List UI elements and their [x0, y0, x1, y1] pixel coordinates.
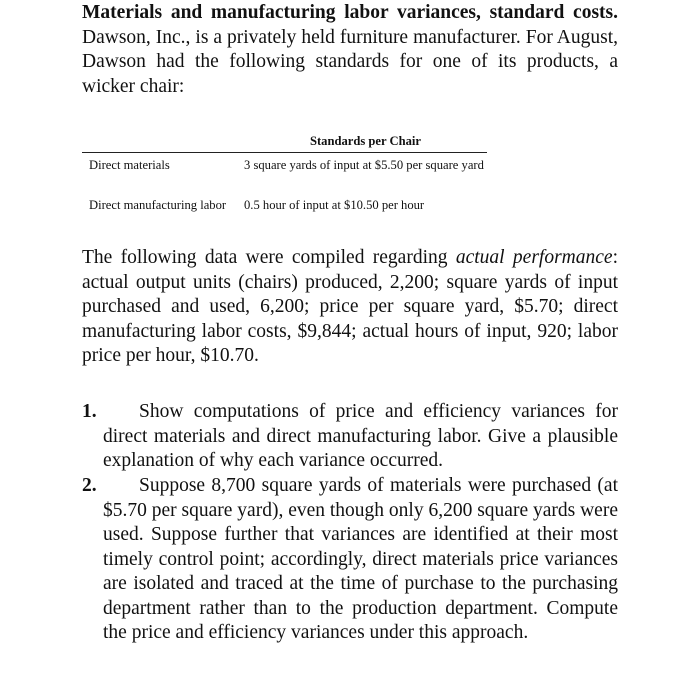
row-direct-materials-label: Direct materials — [89, 158, 170, 172]
intro-lead: Materials and manufacturing labor variances, standard costs. — [82, 2, 618, 23]
question-1-text: Show computations of price and efficiency variances for direct materials and direct manufacturing labor. Give a plausible explanation of why each variance occurred. — [103, 401, 618, 471]
question-1 — [82, 400, 618, 474]
intro-paragraph — [82, 0, 618, 99]
para2-emphasis: actual performance — [455, 247, 613, 268]
intro-text: Dawson, Inc., is a privately held furniture manufacturer. For August, Dawson had the following standards for one of its products, a wicker chair: — [82, 26, 618, 97]
para2-after: : actual output units (chairs) produced, 2,200; square yards of input purchased and used, 6,200; price per square yard, $5.70; direct manufacturing labor costs, $9,844; actual hours of input, 920; labor price per hour, $10.70. — [82, 247, 618, 366]
row-direct-labor-label: Direct manufacturing labor — [89, 198, 227, 212]
table-header-rule — [82, 152, 487, 153]
actual-performance-paragraph — [82, 246, 618, 369]
row-direct-materials-value: 3 square yards of input at $5.50 per square yard — [244, 158, 484, 172]
para2-before: The following data were compiled regarding — [82, 247, 456, 268]
question-2-text: Suppose 8,700 square yards of materials were purchased (at $5.70 per square yard), even though only 6,200 square yards were used. Suppose further that variances are identified at their most timely control point; accordingly, direct materials price variances are isolated and traced at the time of purchase to the purchasing department rather than to the production department. Compute the price and efficiency variances under this approach. — [103, 475, 618, 643]
question-2-number: 2. — [82, 475, 97, 496]
table-header: Standards per Chair — [309, 134, 422, 148]
row-direct-labor-value: 0.5 hour of input at $10.50 per hour — [244, 198, 425, 212]
question-1-number: 1. — [82, 401, 97, 422]
document-page — [82, 0, 618, 643]
question-2 — [82, 474, 618, 646]
